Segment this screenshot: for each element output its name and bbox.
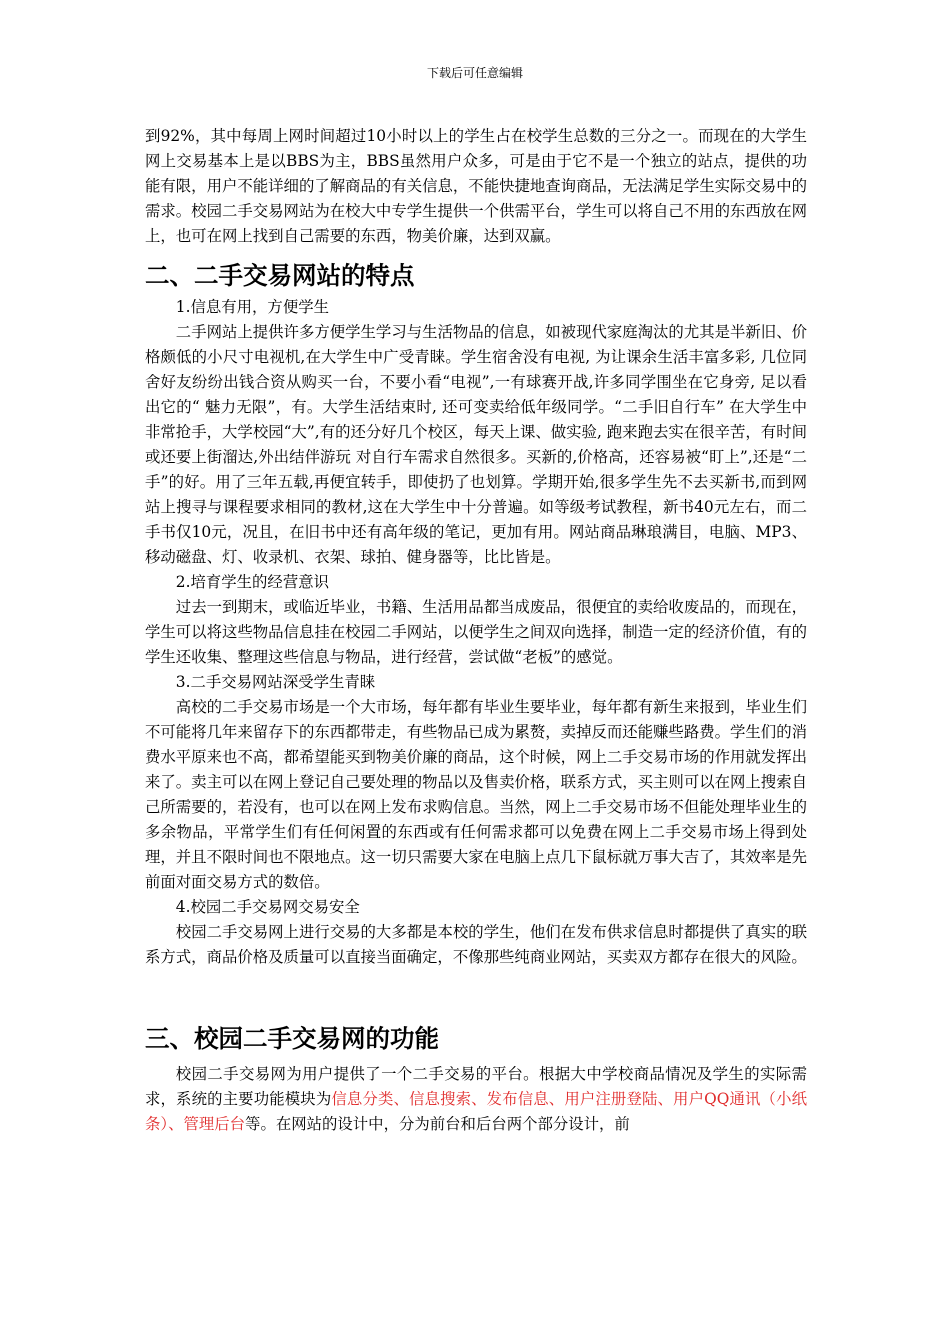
item-4-title: 4.校园二手交易网交易安全 — [175, 898, 360, 916]
section-3-text-pre: 校园二手交易网为用户提供了一个二手交易的平台。根据大中学校商品情况及学生的实际需求，系统的主要功能模块为 — [145, 1065, 807, 1108]
function-modules-highlight: 信息分类、信息搜索、发布信息、用户注册登陆、用户QQ通讯（小纸条）、管理后台 — [145, 1090, 807, 1133]
item-1-title: 1.信息有用，方便学生 — [175, 298, 329, 316]
item-2-body: 过去一到期末，或临近毕业，书籍、生活用品都当成废品，很便宜的卖给收废品的，而现在，学生可以将这些物品信息挂在校园二手网站，以便学生之间双向选择，制造一定的经济价值，有的学生还收集、整理这些信息与物品，进行经营，尝试做“老板”的感觉。 — [145, 598, 807, 666]
item-3-body: 高校的二手交易市场是一个大市场，每年都有毕业生要毕业，每年都有新生来报到，毕业生们不可能将几年来留存下的东西都带走，有些物品已成为累赘，卖掉反而还能赚些路费。学生们的消费水平原来也不高，都希望能买到物美价廉的商品，这个时候，网上二手交易市场的作用就发挥出来了。卖主可以在网上登记自己要处理的物品以及售卖价格，联系方式，买主则可以在网上搜索自己所需要的，若没有，也可以在网上发布求购信息。当然，网上二手交易市场不但能处理毕业生的多余物品，平常学生们有任何闲置的东西或有任何需求都可以免费在网上二手交易市场上得到处理，并且不限时间也不限地点。这一切只需要大家在电脑上点几下鼠标就万事大吉了，其效率是先前面对面交易方式的数倍。 — [145, 698, 807, 891]
section-2-heading: 二、二手交易网站的特点 — [145, 261, 415, 290]
item-3-title: 3.二手交易网站深受学生青睐 — [175, 673, 376, 691]
item-1-body: 二手网站上提供许多方便学生学习与生活物品的信息，如被现代家庭淘汰的尤其是半新旧、价格颇低的小尺寸电视机,在大学生中广受青睐。学生宿舍没有电视, 为让课余生活丰富多彩, 几位同舍好友纷纷出钱合资从购买一台，不要小看“电视”,一有球赛开战,许多同学围坐在它身旁, 足以看出它的“ 魅力无限”，有。大学生活结束时, 还可变卖给低年级同学。“二手旧自行车” 在大学生中非常抢手，大学校园“大”,有的还分好几个校区，每天上课、做实验, 跑来跑去实在很辛苦，有时间或还要上街溜达,外出结伴游玩 对自行车需求自然很多。买新的,价格高，还容易被“盯上”,还是“二手”的好。用了三年五载,再便宜转手，即使扔了也划算。学期开始,很多学生先不去买新书,而到网站上搜寻与课程要求相同的教材,这在大学生中十分普遍。如等级考试教程，新书40元左右，而二手书仅10元，况且，在旧书中还有高年级的笔记，更加有用。网站商品琳琅满目，电脑、MP3、移动磁盘、灯、收录机、衣架、球拍、健身器等，比比皆是。 — [145, 323, 807, 566]
section-3-text-post: 等。在网站的设计中，分为前台和后台两个部分设计，前 — [245, 1115, 630, 1133]
document-body — [145, 124, 807, 1137]
page-header: 下载后可任意编辑 — [426, 66, 523, 80]
item-4-body: 校园二手交易网上进行交易的大多都是本校的学生，他们在发布供求信息时都提供了真实的联系方式，商品价格及质量可以直接当面确定，不像那些纯商业网站，买卖双方都存在很大的风险。 — [145, 923, 807, 966]
section-3-paragraph — [145, 1062, 807, 1137]
item-2-title: 2.培育学生的经营意识 — [175, 573, 329, 591]
intro-paragraph: 到92%，其中每周上网时间超过10小时以上的学生占在校学生总数的三分之一。而现在的大学生网上交易基本上是以BBS为主，BBS虽然用户众多，可是由于它不是一个独立的站点，提供的功能有限，用户不能详细的了解商品的有关信息，不能快捷地查询商品，无法满足学生实际交易中的需求。校园二手交易网站为在校大中专学生提供一个供需平台，学生可以将自己不用的东西放在网上，也可在网上找到自己需要的东西，物美价廉，达到双赢。 — [145, 127, 807, 245]
section-3-heading: 三、校园二手交易网的功能 — [145, 1024, 439, 1053]
